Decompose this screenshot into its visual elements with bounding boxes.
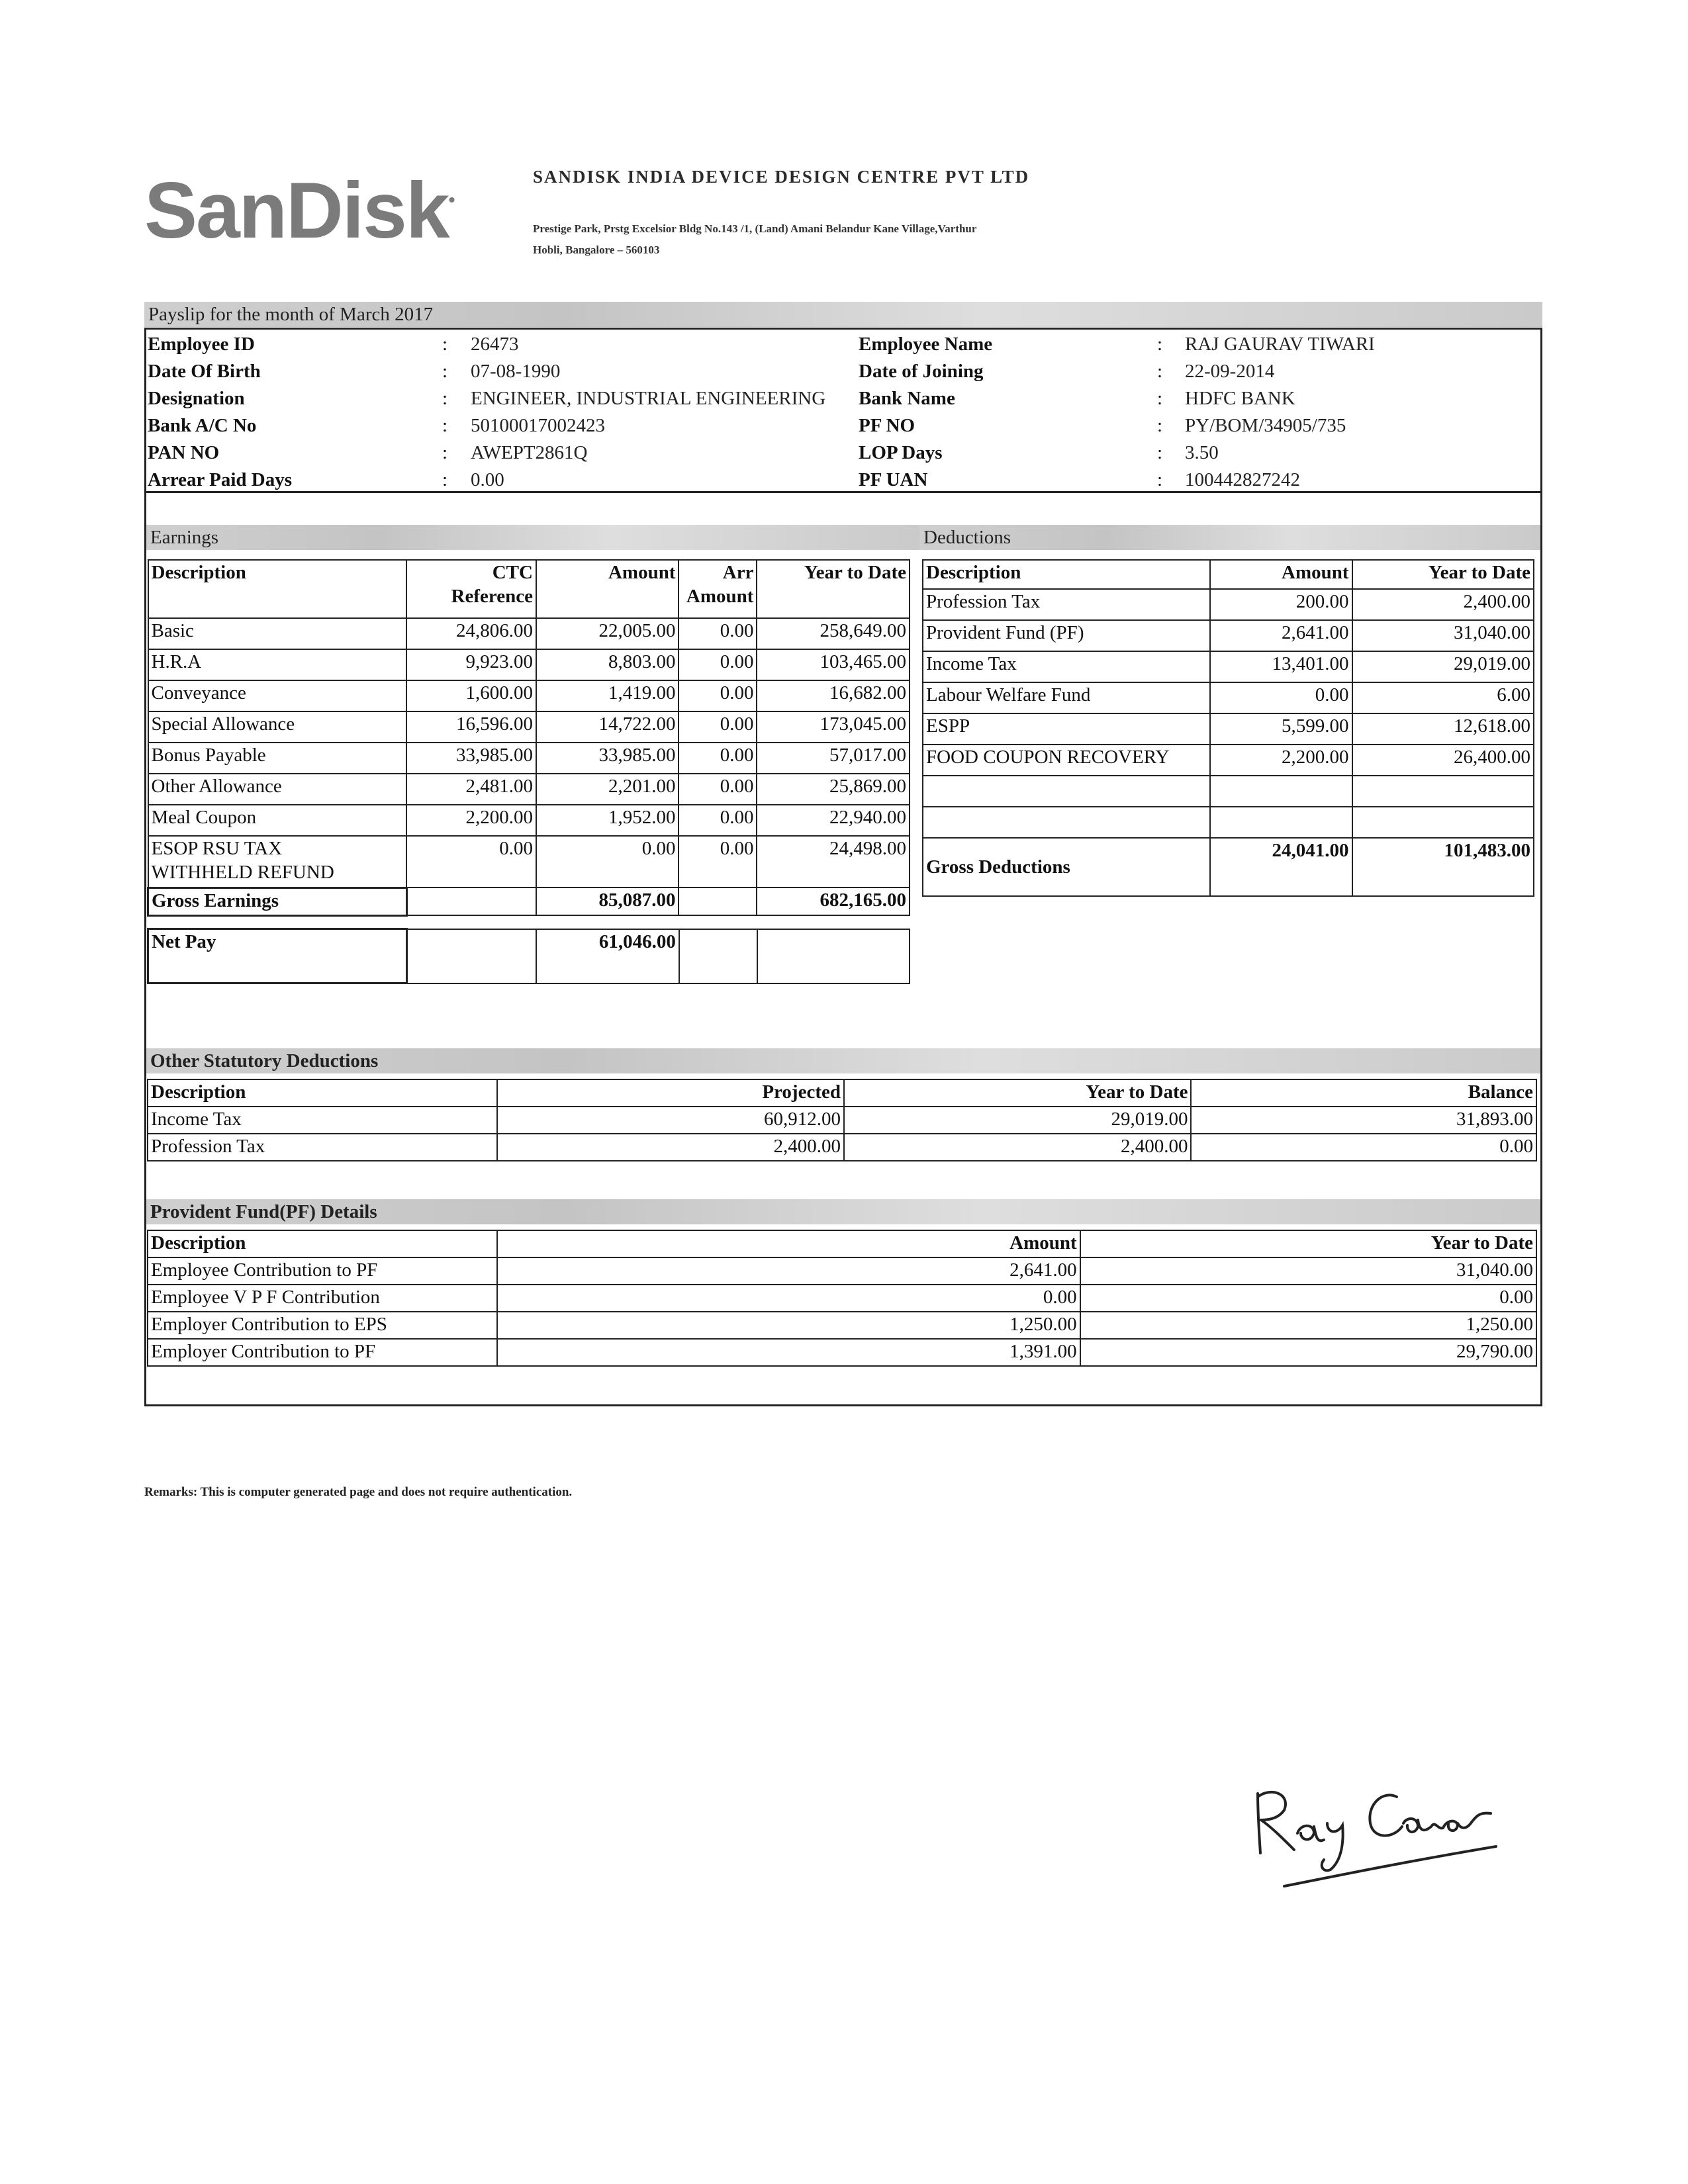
employee-name-label: Employee Name (859, 334, 993, 355)
cell-desc: H.R.A (148, 649, 407, 680)
colon: : (1157, 334, 1163, 355)
cell-amount: 22,005.00 (536, 618, 679, 649)
cell-ytd: 2,400.00 (1352, 589, 1534, 620)
gross-deductions-amount: 24,041.00 (1210, 838, 1352, 896)
col-year-to-date: Year to Date (1352, 560, 1534, 589)
cell-desc: Employer Contribution to EPS (148, 1312, 497, 1339)
cell-ytd: 31,040.00 (1080, 1257, 1536, 1285)
cell-desc: Employer Contribution to PF (148, 1339, 497, 1366)
cell-balance: 0.00 (1191, 1134, 1536, 1161)
cell-arr: 0.00 (679, 805, 757, 836)
cell-arr: 0.00 (679, 774, 757, 805)
cell-ctc: 24,806.00 (406, 618, 536, 649)
cell-ytd: 25,869.00 (757, 774, 910, 805)
cell-ctc: 33,985.00 (406, 743, 536, 774)
earnings-header-row (148, 560, 910, 618)
cell-ytd: 26,400.00 (1352, 745, 1534, 776)
address-line-2: Hobli, Bangalore – 560103 (533, 244, 660, 256)
cell-amount: 2,201.00 (536, 774, 679, 805)
cell-arr: 0.00 (679, 649, 757, 680)
remarks: Remarks: This is computer generated page and does not require authentication. (144, 1485, 573, 1499)
cell-amount: 0.00 (1210, 682, 1352, 713)
cell-ctc: 9,923.00 (406, 649, 536, 680)
table-row (148, 1134, 1536, 1161)
handwritten-signature (1244, 1760, 1562, 1896)
table-row (923, 589, 1534, 620)
table-row (148, 836, 910, 887)
employee-info-box (144, 328, 1542, 493)
table-row (148, 711, 910, 743)
cell-desc: Employee V P F Contribution (148, 1285, 497, 1312)
table-row-empty (923, 807, 1534, 838)
colon: : (1157, 415, 1163, 436)
cell-empty (1352, 776, 1534, 807)
cell-desc: FOOD COUPON RECOVERY (923, 745, 1210, 776)
cell-desc: Bonus Payable (148, 743, 407, 774)
colon: : (1157, 388, 1163, 409)
cell-desc: Provident Fund (PF) (923, 620, 1210, 651)
cell-empty (406, 887, 536, 915)
info-row-dob (146, 358, 1540, 385)
gross-deductions-row (923, 838, 1534, 896)
pf-no-value: PY/BOM/34905/735 (1185, 415, 1346, 436)
cell-ytd: 173,045.00 (757, 711, 910, 743)
cell-desc: Conveyance (148, 680, 407, 711)
designation-label: Designation (148, 388, 245, 409)
col-description: Description (148, 1079, 497, 1107)
cell-amount: 0.00 (497, 1285, 1080, 1312)
cell-desc-line2: WITHHELD REFUND (151, 862, 334, 883)
col-year-to-date: Year to Date (844, 1079, 1191, 1107)
cell-empty (1210, 807, 1352, 838)
col-arr-line2: Amount (686, 586, 754, 607)
cell-ytd: 0.00 (1080, 1285, 1536, 1312)
net-pay-label: Net Pay (148, 929, 407, 983)
cell-amount: 1,419.00 (536, 680, 679, 711)
net-pay-table (147, 928, 910, 984)
cell-empty (679, 929, 757, 983)
cell-amount: 5,599.00 (1210, 713, 1352, 745)
table-row (148, 805, 910, 836)
deductions-table (922, 559, 1534, 897)
cell-ytd: 57,017.00 (757, 743, 910, 774)
colon: : (442, 361, 448, 382)
cell-desc: Meal Coupon (148, 805, 407, 836)
cell-ctc: 2,200.00 (406, 805, 536, 836)
col-arr-line1: Arr (722, 562, 754, 583)
cell-amount: 2,641.00 (497, 1257, 1080, 1285)
cell-desc: ESPP (923, 713, 1210, 745)
employee-id-value: 26473 (471, 334, 519, 355)
cell-desc: Special Allowance (148, 711, 407, 743)
cell-ytd: 1,250.00 (1080, 1312, 1536, 1339)
cell-arr: 0.00 (679, 711, 757, 743)
col-projected: Projected (497, 1079, 844, 1107)
cell-ytd: 31,040.00 (1352, 620, 1534, 651)
doj-label: Date of Joining (859, 361, 984, 382)
cell-desc-line1: ESOP RSU TAX (151, 838, 283, 859)
col-amount: Amount (497, 1230, 1080, 1257)
cell-amount: 14,722.00 (536, 711, 679, 743)
col-year-to-date: Year to Date (1080, 1230, 1536, 1257)
table-row (148, 618, 910, 649)
colon: : (1157, 442, 1163, 463)
cell-amount: 200.00 (1210, 589, 1352, 620)
cell-desc: Other Allowance (148, 774, 407, 805)
cell-ytd: 2,400.00 (844, 1134, 1191, 1161)
cell-ytd: 24,498.00 (757, 836, 910, 887)
pf-no-label: PF NO (859, 415, 915, 436)
pf-title: Provident Fund(PF) Details (150, 1201, 377, 1222)
arrear-label: Arrear Paid Days (148, 469, 293, 490)
deductions-title: Deductions (923, 527, 1011, 548)
cell-arr: 0.00 (679, 680, 757, 711)
cell-amount: 2,200.00 (1210, 745, 1352, 776)
pan-label: PAN NO (148, 442, 220, 463)
earnings-title: Earnings (150, 527, 219, 548)
cell-amount: 1,952.00 (536, 805, 679, 836)
bank-ac-label: Bank A/C No (148, 415, 257, 436)
logo-text: SanDisk (144, 166, 449, 255)
logo-mark: • (448, 189, 454, 210)
cell-amount: 33,985.00 (536, 743, 679, 774)
cell-ytd: 258,649.00 (757, 618, 910, 649)
pf-uan-value: 100442827242 (1185, 469, 1300, 490)
cell-desc: Income Tax (148, 1107, 497, 1134)
info-row-bank (146, 412, 1540, 439)
employee-name-value: RAJ GAURAV TIWARI (1185, 334, 1375, 355)
col-description: Description (923, 560, 1210, 589)
gross-earnings-label: Gross Earnings (148, 887, 407, 915)
col-description: Description (148, 1230, 497, 1257)
col-amount: Amount (536, 560, 679, 618)
info-row-arrear (146, 467, 1540, 494)
cell-ytd: 22,940.00 (757, 805, 910, 836)
cell-ytd: 29,019.00 (844, 1107, 1191, 1134)
cell-arr: 0.00 (679, 618, 757, 649)
colon: : (442, 388, 448, 409)
info-row-id (146, 331, 1540, 358)
cell-amount: 1,391.00 (497, 1339, 1080, 1366)
earnings-table (147, 559, 910, 917)
cell-ctc: 1,600.00 (406, 680, 536, 711)
dob-label: Date Of Birth (148, 361, 261, 382)
table-row (148, 743, 910, 774)
deductions-header-row (923, 560, 1534, 589)
employee-id-label: Employee ID (148, 334, 255, 355)
col-description: Description (148, 560, 407, 618)
bank-name-value: HDFC BANK (1185, 388, 1295, 409)
cell-amount: 13,401.00 (1210, 651, 1352, 682)
table-row (148, 774, 910, 805)
col-ctc-line1: CTC (492, 562, 533, 583)
deductions-bar (919, 525, 1540, 550)
cell-amount: 8,803.00 (536, 649, 679, 680)
table-row (923, 713, 1534, 745)
pan-value: AWEPT2861Q (471, 442, 588, 463)
colon: : (442, 334, 448, 355)
colon: : (1157, 469, 1163, 490)
company-address (533, 218, 1168, 261)
colon: : (442, 469, 448, 490)
col-amount: Amount (1210, 560, 1352, 589)
cell-ctc: 2,481.00 (406, 774, 536, 805)
designation-value: ENGINEER, INDUSTRIAL ENGINEERING (471, 388, 826, 409)
col-ctc-reference (406, 560, 536, 618)
bank-ac-value: 50100017002423 (471, 415, 605, 436)
payslip-title-bar (144, 302, 1542, 327)
lop-label: LOP Days (859, 442, 943, 463)
doj-value: 22-09-2014 (1185, 361, 1275, 382)
colon: : (442, 442, 448, 463)
col-balance: Balance (1191, 1079, 1536, 1107)
cell-ytd: 6.00 (1352, 682, 1534, 713)
cell-projected: 2,400.00 (497, 1134, 844, 1161)
table-row (923, 682, 1534, 713)
cell-balance: 31,893.00 (1191, 1107, 1536, 1134)
cell-ytd: 12,618.00 (1352, 713, 1534, 745)
info-row-designation (146, 385, 1540, 412)
dob-value: 07-08-1990 (471, 361, 561, 382)
arrear-value: 0.00 (471, 469, 504, 490)
pf-header-row (148, 1230, 1536, 1257)
company-logo (144, 166, 454, 255)
cell-amount: 0.00 (536, 836, 679, 887)
cell-ctc: 16,596.00 (406, 711, 536, 743)
earnings-bar (146, 525, 919, 550)
cell-empty (923, 807, 1210, 838)
cell-ytd: 16,682.00 (757, 680, 910, 711)
table-row (148, 1285, 1536, 1312)
table-row (923, 745, 1534, 776)
cell-empty (1352, 807, 1534, 838)
col-year-to-date: Year to Date (757, 560, 910, 618)
gross-earnings-ytd: 682,165.00 (757, 887, 910, 915)
gross-deductions-label: Gross Deductions (923, 838, 1210, 896)
cell-ytd: 103,465.00 (757, 649, 910, 680)
bank-name-label: Bank Name (859, 388, 955, 409)
signature-drawing (1244, 1760, 1562, 1893)
pf-table (147, 1230, 1537, 1367)
address-line-1: Prestige Park, Prstg Excelsior Bldg No.143 /1, (Land) Amani Belandur Kane Village,Varthur (533, 222, 977, 235)
cell-desc: Profession Tax (148, 1134, 497, 1161)
cell-amount: 1,250.00 (497, 1312, 1080, 1339)
col-ctc-line2: Reference (451, 586, 533, 607)
table-row (923, 620, 1534, 651)
cell-desc (148, 836, 407, 887)
col-arr-amount (679, 560, 757, 618)
cell-empty (679, 887, 757, 915)
statutory-table (147, 1079, 1537, 1161)
gross-earnings-row (148, 887, 910, 915)
gross-deductions-ytd: 101,483.00 (1352, 838, 1534, 896)
lop-value: 3.50 (1185, 442, 1219, 463)
table-row (148, 649, 910, 680)
colon: : (442, 415, 448, 436)
gross-earnings-amount: 85,087.00 (536, 887, 679, 915)
cell-amount: 2,641.00 (1210, 620, 1352, 651)
cell-ctc: 0.00 (406, 836, 536, 887)
cell-arr: 0.00 (679, 836, 757, 887)
cell-desc: Profession Tax (923, 589, 1210, 620)
cell-arr: 0.00 (679, 743, 757, 774)
cell-desc: Employee Contribution to PF (148, 1257, 497, 1285)
table-row (148, 1339, 1536, 1366)
table-row (148, 680, 910, 711)
net-pay-amount: 61,046.00 (536, 929, 679, 983)
table-row (923, 651, 1534, 682)
table-row (148, 1257, 1536, 1285)
cell-empty (1210, 776, 1352, 807)
cell-desc: Labour Welfare Fund (923, 682, 1210, 713)
cell-desc: Income Tax (923, 651, 1210, 682)
cell-empty (923, 776, 1210, 807)
company-name: SANDISK INDIA DEVICE DESIGN CENTRE PVT LTD (533, 167, 1030, 187)
pf-uan-label: PF UAN (859, 469, 928, 490)
table-row-empty (923, 776, 1534, 807)
colon: : (1157, 361, 1163, 382)
statutory-title: Other Statutory Deductions (150, 1050, 379, 1071)
cell-ytd: 29,019.00 (1352, 651, 1534, 682)
net-pay-row (148, 929, 910, 983)
table-row (148, 1312, 1536, 1339)
statutory-bar (146, 1048, 1540, 1073)
cell-projected: 60,912.00 (497, 1107, 844, 1134)
statutory-header-row (148, 1079, 1536, 1107)
cell-desc: Basic (148, 618, 407, 649)
cell-empty (407, 929, 537, 983)
info-row-pan (146, 439, 1540, 467)
table-row (148, 1107, 1536, 1134)
payslip-title: Payslip for the month of March 2017 (148, 304, 434, 325)
pf-bar (146, 1199, 1540, 1224)
cell-empty (757, 929, 910, 983)
cell-ytd: 29,790.00 (1080, 1339, 1536, 1366)
